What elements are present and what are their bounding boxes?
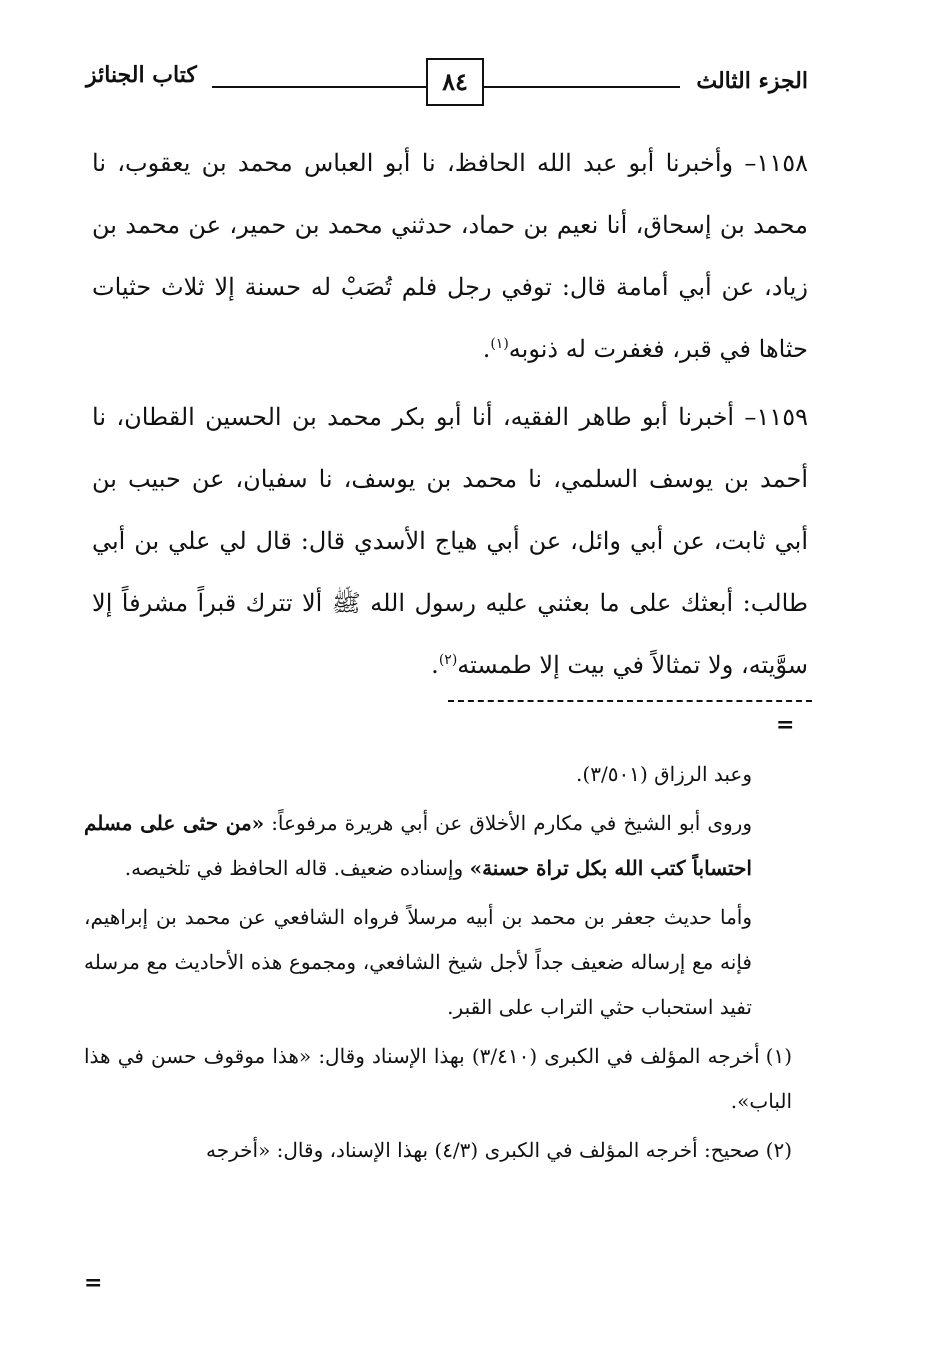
footnote-marker: (٢) — [765, 1138, 792, 1162]
hadith-end: . — [482, 335, 491, 363]
footnote-text: صحيح: أخرجه المؤلف في الكبرى (٤/٣) بهذا الإسناد، وقال: «أخرجه — [206, 1138, 760, 1162]
main-text — [92, 132, 808, 702]
note-text: وروى أبو الشيخ في مكارم الأخلاق عن أبي هريرة مرفوعاً: — [264, 811, 752, 835]
quoted-hadith: «من حثى على مسلم احتساباً كتب الله بكل تراة حسنة» — [84, 811, 752, 880]
footnote-continuation-3: وأما حديث جعفر بن محمد بن أبيه مرسلاً فرواه الشافعي عن محمد بن إبراهيم، فإنه مع إرساله ضعيف جداً لأجل شيخ الشافعي، ومجموع هذه الأحاديث مع مرسله تفيد استحباب حثي التراب على القبر. — [84, 905, 752, 1019]
hadith-number: ١١٥٩– — [734, 403, 808, 431]
continued-footnote-mark: = — [776, 712, 795, 738]
page-number: ٨٤ — [426, 58, 484, 106]
running-header — [86, 52, 808, 108]
footnote-text: أخرجه المؤلف في الكبرى (٣/٤١٠) بهذا الإسناد وقال: «هذا موقوف حسن في هذا الباب». — [84, 1044, 792, 1113]
footnote-marker: (١) — [765, 1044, 793, 1068]
hadith-number: ١١٥٨– — [733, 149, 808, 177]
hadith-text: أخبرنا أبو طاهر الفقيه، أنا أبو بكر محمد بن الحسين القطان، نا أحمد بن يوسف السلمي، نا محمد بن يوسف، نا سفيان، عن حبيب بن أبي ثابت، عن أبي وائل، عن أبي هياج الأسدي قال: قال لي علي بن أبي طالب: أبعثك على ما بعثني عليه رسول الله ﷺ ألا تترك قبراً مشرفاً إلا سوَّيته، ولا تمثالاً في بيت إلا طمسته — [92, 403, 808, 679]
footnotes-section — [84, 752, 810, 1173]
hadith-text: وأخبرنا أبو عبد الله الحافظ، نا أبو العباس محمد بن يعقوب، نا محمد بن إسحاق، أنا نعيم بن حماد، حدثني محمد بن حمير، عن محمد بن زياد، عن أبي أمامة قال: توفي رجل فلم تُصَبْ له حسنة إلا ثلاث حثيات حثاها في قبر، فغفرت له ذنوبه — [92, 149, 808, 363]
hadith-1158 — [92, 132, 808, 380]
footnote-continuation-2 — [84, 801, 810, 891]
continues-next-page-mark: = — [84, 1270, 103, 1296]
footnote-2 — [84, 1128, 810, 1173]
book-title: كتاب الجنائز — [86, 62, 197, 88]
hadith-end: . — [431, 651, 439, 679]
header-rule-right — [484, 86, 680, 88]
header-rule-left — [212, 86, 426, 88]
footnote-1 — [84, 1034, 810, 1124]
hadith-1159 — [92, 386, 808, 696]
footnote-separator — [448, 700, 812, 702]
note-text: وإسناده ضعيف. قاله الحافظ في تلخيصه. — [124, 856, 470, 880]
footnote-ref-1[interactable]: (١) — [490, 336, 509, 352]
volume-title: الجزء الثالث — [696, 68, 808, 94]
footnote-continuation-1: وعبد الرزاق (٣/٥٠١). — [576, 762, 752, 786]
footnote-ref-2[interactable]: (٢) — [438, 652, 458, 668]
